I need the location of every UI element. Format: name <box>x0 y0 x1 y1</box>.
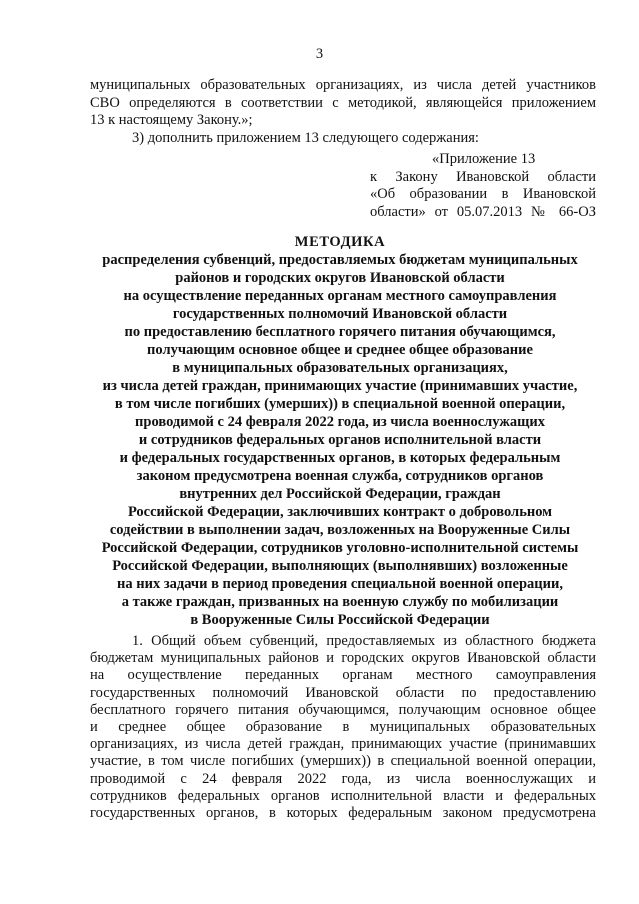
intro-line: муниципальных образовательных организациях, из числа детей участников <box>90 77 596 93</box>
title-line: районов и городских округов Ивановской области <box>175 270 505 286</box>
title-line: на них задачи в период проведения специальной военной операции, <box>117 576 563 592</box>
paragraph-line: и среднее общее образование в муниципальных образовательных <box>90 719 596 736</box>
title-line: государственных полномочий Ивановской области <box>172 306 508 322</box>
document-title <box>60 233 620 629</box>
title-line: Российской Федерации, сотрудников уголовно-исполнительной системы <box>101 540 579 556</box>
intro-line: СВО определяются в соответствии с методикой, являющейся приложением <box>90 94 596 111</box>
title-line: из числа детей граждан, принимающих участие (принимавших участие, <box>102 378 578 394</box>
title-line: в том числе погибших (умерших)) в специальной военной операции, <box>114 396 566 412</box>
title-line: по предоставлению бесплатного горячего питания обучающимся, <box>124 324 556 340</box>
title-line: Российской Федерации, выполняющих (выполнявших) возложенные <box>112 558 568 574</box>
intro-line: 13 к настоящему Закону.»; <box>90 112 253 128</box>
page-number: 3 <box>315 46 324 62</box>
title-line: Российской Федерации, заключивших контракт о добровольном <box>127 504 553 520</box>
title-line: в Вооруженные Силы Российской Федерации <box>190 612 490 628</box>
paragraph-line: участие, в том числе погибших (умерших)) в специальной военной операции, <box>90 753 596 770</box>
paragraph-line: бюджетам муниципальных районов и городских округов Ивановской области <box>90 650 596 667</box>
paragraph-1 <box>90 633 596 822</box>
intro-text <box>90 77 596 147</box>
appendix-reference <box>370 151 596 221</box>
appendix-line: «Об образовании в Ивановской <box>370 186 596 202</box>
title-line: распределения субвенций, предоставляемых бюджетам муниципальных <box>102 252 578 268</box>
paragraph-line: государственных органов, в которых федеральным законом предусмотрена <box>90 805 596 822</box>
paragraph-line: бесплатного горячего питания обучающимся, получающим основное общее <box>90 701 596 718</box>
appendix-line: «Приложение 13 <box>432 151 536 167</box>
title-line: а также граждан, призванных на военную службу по мобилизации <box>121 594 559 610</box>
paragraph-line: 1. Общий объем субвенций, предоставляемых из областного бюджета <box>132 633 596 649</box>
title-line: в муниципальных образовательных организациях, <box>172 360 508 376</box>
title-line: получающим основное общее и среднее общее образование <box>147 342 533 358</box>
paragraph-line: организациях, из числа детей граждан, принимающих участие (принимавших <box>90 736 596 753</box>
paragraph-line: проводимой с 24 февраля 2022 года, из числа военнослужащих и <box>90 770 596 787</box>
paragraph-line: сотрудников федеральных органов исполнительной власти и федеральных <box>90 787 596 804</box>
title-line: содействии в выполнении задач, возложенных на Вооруженные Силы <box>109 522 571 538</box>
title-line: проводимой с 24 февраля 2022 года, из числа военнослужащих <box>135 414 545 430</box>
intro-line: 3) дополнить приложением 13 следующего содержания: <box>132 129 479 146</box>
paragraph-line: государственных полномочий Ивановской области по предоставлению <box>90 684 596 701</box>
title-line: на осуществление переданных органам местного самоуправления <box>123 288 557 304</box>
appendix-line: области» от 05.07.2013 № 66-ОЗ <box>370 203 596 220</box>
title-line: и федеральных государственных органов, в которых федеральным <box>119 450 561 466</box>
paragraph-line: на осуществление переданных органам местного самоуправления <box>90 667 596 684</box>
title-line: внутренних дел Российской Федерации, граждан <box>179 486 501 502</box>
title-heading: МЕТОДИКА <box>294 234 386 250</box>
appendix-line: к Закону Ивановской области <box>370 168 596 185</box>
title-line: законом предусмотрена военная служба, сотрудников органов <box>136 468 544 484</box>
title-line: и сотрудников федеральных органов исполнительной власти <box>138 432 542 448</box>
